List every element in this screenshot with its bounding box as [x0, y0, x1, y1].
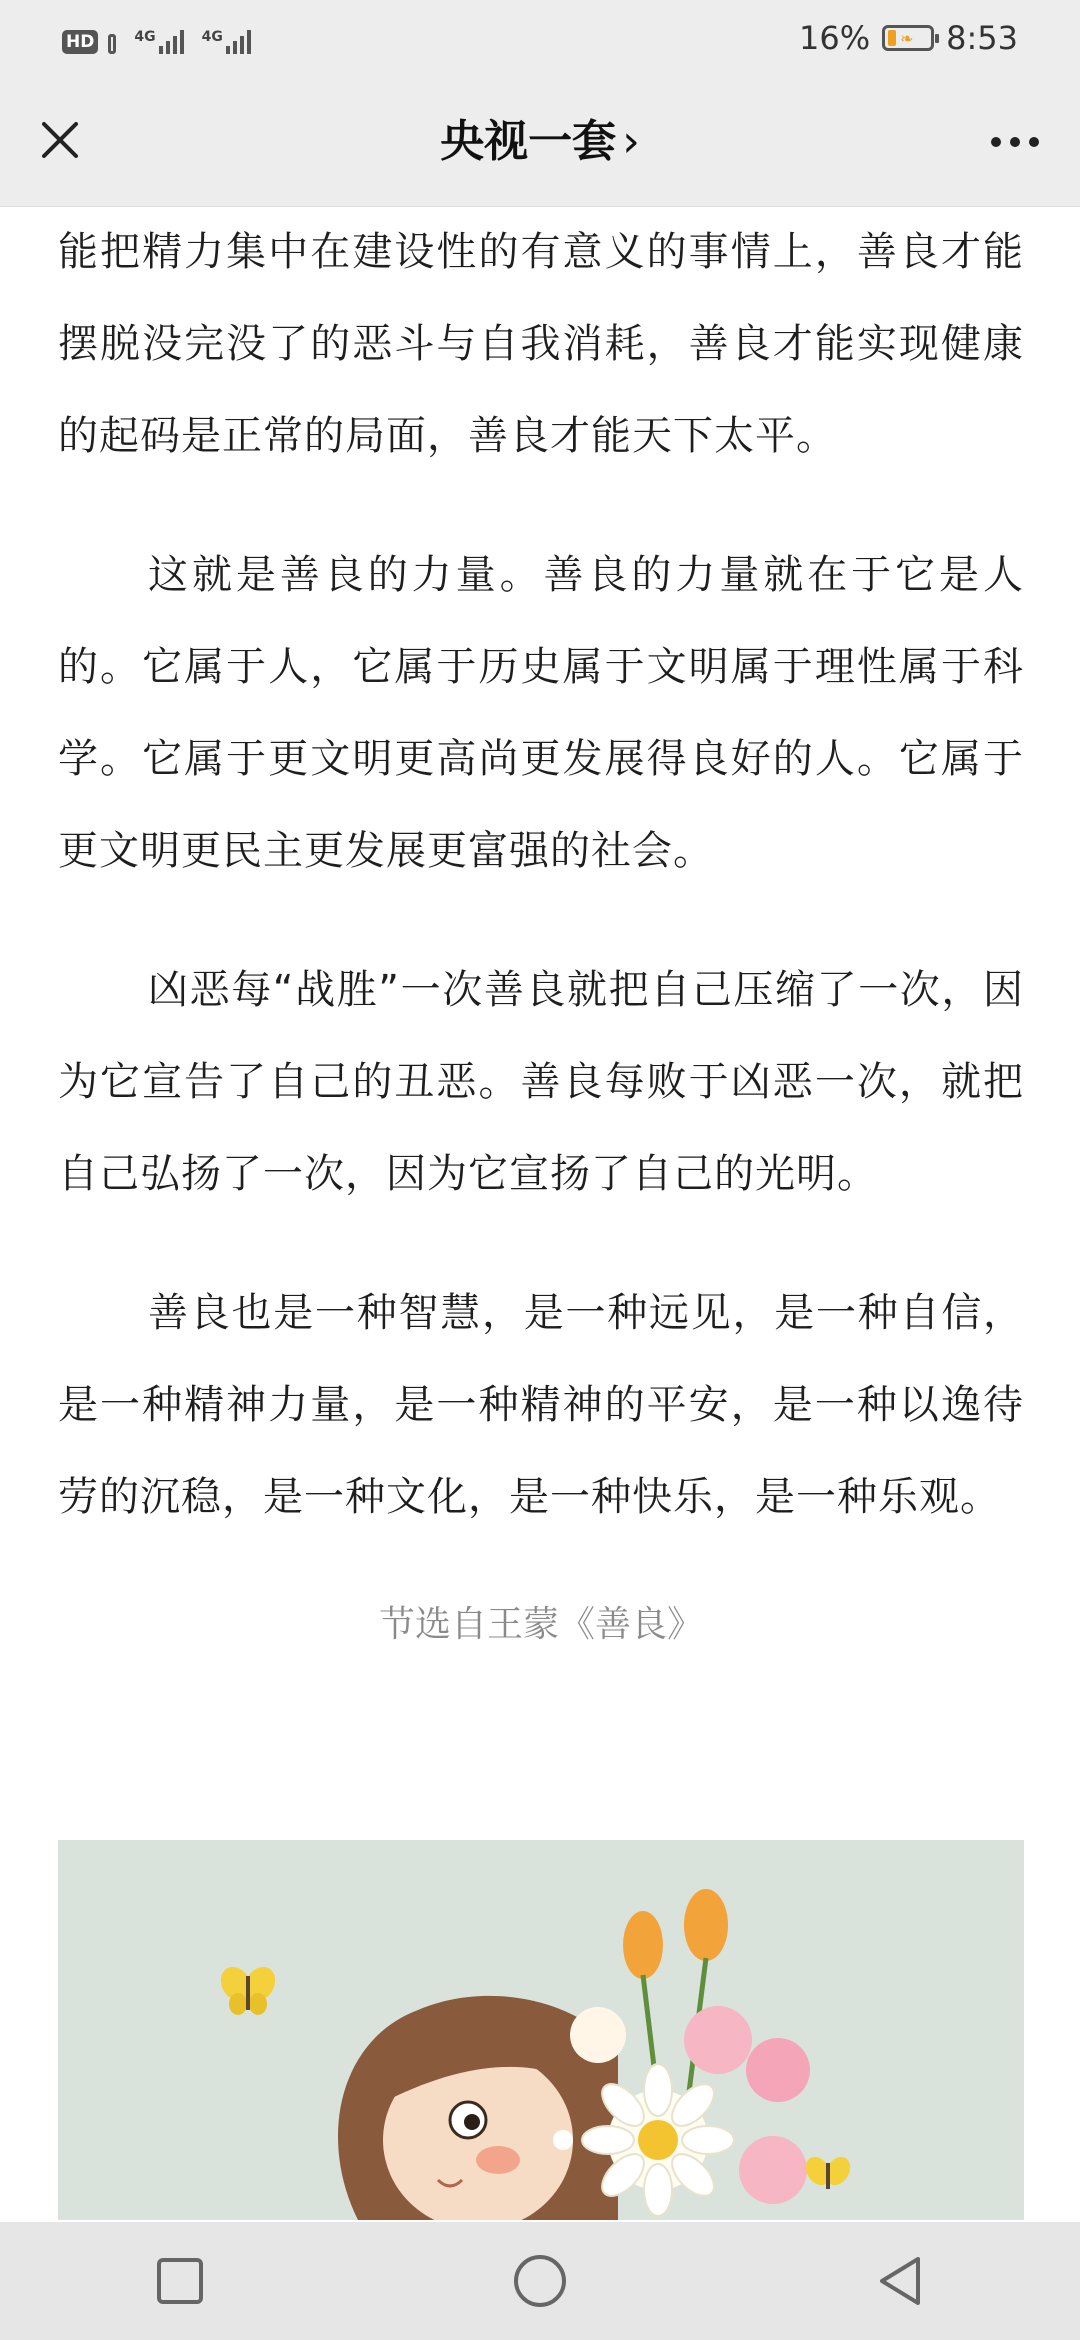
source-caption: 节选自王蒙《善良》: [378, 1604, 703, 1645]
status-right: [799, 18, 1018, 58]
signal-icon-2: [202, 30, 251, 54]
more-button[interactable]: [980, 114, 1050, 170]
nav-bar: [0, 74, 1080, 207]
paragraph-3: 凶恶每“战胜”一次善良就把自己压缩了一次，因为它宣告了自己的丑恶。善良每败于凶恶一次，就把自己弘扬了一次，因为它宣扬了自己的光明。: [58, 967, 1024, 1197]
hd-icon: HD: [62, 30, 98, 54]
signal-icon-1: [134, 30, 183, 54]
clock: 8:53: [946, 19, 1018, 57]
chevron-right-icon: ›: [622, 116, 640, 167]
paragraph-1: 能把精力集中在建设性的有意义的事情上，善良才能摆脱没完没了的恶斗与自我消耗，善良才能实现健康的起码是正常的局面，善良才能天下太平。: [58, 229, 1024, 459]
page-title: 央视一套: [440, 116, 617, 167]
back-button[interactable]: [860, 2241, 940, 2321]
girl-with-flowers-image: [58, 1840, 1024, 2220]
paragraph-2: 这就是善良的力量。善良的力量就在于它是人的。它属于人，它属于历史属于文明属于理性属于科学。它属于更文明更高尚更发展得良好的人。它属于更文明更民主更发展更富强的社会。: [58, 552, 1024, 874]
circle-icon: [512, 2253, 568, 2309]
battery-percent: 16%: [799, 19, 871, 57]
butterfly-icon: [215, 1961, 281, 2015]
status-bar: [0, 0, 1080, 74]
battery-icon: ❧: [882, 25, 934, 51]
network-type-2: 4G: [201, 29, 223, 45]
volte-icon: [108, 34, 116, 54]
paragraph-4: 善良也是一种智慧，是一种远见，是一种自信，是一种精神力量，是一种精神的平安，是一种以逸待劳的沉稳，是一种文化，是一种快乐，是一种乐观。: [58, 1290, 1024, 1520]
status-left: [62, 20, 251, 54]
system-nav-bar: [0, 2222, 1080, 2340]
recents-button[interactable]: [140, 2241, 220, 2321]
triangle-back-icon: [874, 2253, 926, 2309]
square-icon: [155, 2256, 205, 2306]
more-icon: [991, 137, 1001, 147]
account-title-link[interactable]: [0, 114, 1080, 170]
article-body: [58, 206, 1024, 1655]
home-button[interactable]: [500, 2241, 580, 2321]
network-type-1: 4G: [134, 29, 156, 45]
article-illustration: [58, 1840, 1024, 2220]
